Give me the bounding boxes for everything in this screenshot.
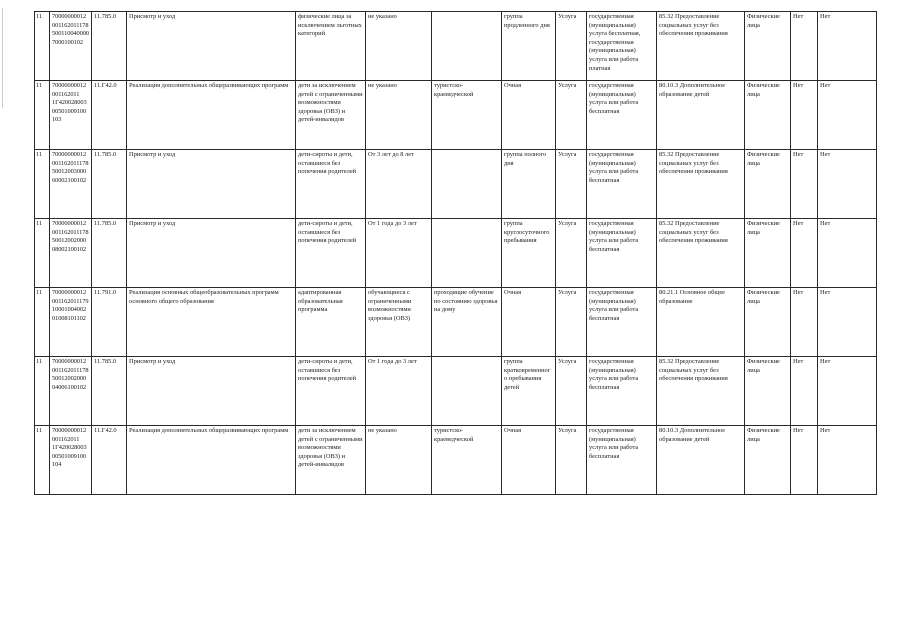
age-range-cell: От 1 года до 3 лет xyxy=(366,357,432,426)
service-type-cell: Услуга xyxy=(556,357,587,426)
scan-edge xyxy=(2,8,3,108)
service-name-cell: Присмотр и уход xyxy=(127,150,296,219)
payment-terms-cell: государственная (муниципальная) услуга или работа бесплатная xyxy=(587,357,657,426)
table-row xyxy=(35,357,877,426)
service-name-cell: Реализация дополнительных общеразвивающих программ xyxy=(127,81,296,150)
service-form-cell: группа продленного дня xyxy=(502,12,556,81)
table-body xyxy=(35,12,877,495)
service-form-cell: группа круглосуточного пребывания xyxy=(502,219,556,288)
service-type-cell: Услуга xyxy=(556,426,587,495)
registry-code-cell: 700000000120011620111785001200200004006100102 xyxy=(50,357,92,426)
flag-one-cell: Нет xyxy=(791,288,818,357)
program-focus-cell: туристско-краеведческой xyxy=(432,426,502,495)
table-row xyxy=(35,81,877,150)
registry-code-cell: 700000000120011620111785001200300060002100102 xyxy=(50,150,92,219)
flag-one-cell: Нет xyxy=(791,150,818,219)
service-name-cell: Присмотр и уход xyxy=(127,357,296,426)
service-name-cell: Присмотр и уход xyxy=(127,12,296,81)
service-form-cell: Очная xyxy=(502,81,556,150)
age-range-cell: не указано xyxy=(366,81,432,150)
activity-code-cell: 80.21.1 Основное общее образование xyxy=(657,288,745,357)
classifier-code-cell: 11.785.0 xyxy=(92,12,127,81)
row-number-cell: 11 xyxy=(35,219,50,288)
service-form-cell: Очная xyxy=(502,288,556,357)
table-row xyxy=(35,12,877,81)
flag-one-cell: Нет xyxy=(791,219,818,288)
registry-code-cell: 70000000012001162011 1Г42002800300501009100104 xyxy=(50,426,92,495)
flag-one-cell: Нет xyxy=(791,12,818,81)
table-row xyxy=(35,426,877,495)
row-number-cell: 11 xyxy=(35,288,50,357)
classifier-code-cell: 11.785.0 xyxy=(92,150,127,219)
age-range-cell: не указано xyxy=(366,426,432,495)
age-range-cell: От 3 лет до 8 лет xyxy=(366,150,432,219)
age-range-cell: не указано xyxy=(366,12,432,81)
payment-terms-cell: государственная (муниципальная) услуга или работа бесплатная xyxy=(587,150,657,219)
row-number-cell: 11 xyxy=(35,426,50,495)
flag-two-cell: Нет xyxy=(818,357,877,426)
service-name-cell: Присмотр и уход xyxy=(127,219,296,288)
classifier-code-cell: 11.Г42.0 xyxy=(92,81,127,150)
service-type-cell: Услуга xyxy=(556,150,587,219)
service-form-cell: группа кратковременного пребывания детей xyxy=(502,357,556,426)
consumer-category-cell: физические лица за исключением льготных категорий xyxy=(296,12,366,81)
recipient-type-cell: Физические лица xyxy=(745,81,791,150)
activity-code-cell: 80.10.3 Дополнительное образование детей xyxy=(657,426,745,495)
service-type-cell: Услуга xyxy=(556,12,587,81)
flag-two-cell: Нет xyxy=(818,12,877,81)
age-range-cell: обучающиеся с ограниченными возможностями здоровья (ОВЗ) xyxy=(366,288,432,357)
recipient-type-cell: Физические лица xyxy=(745,219,791,288)
payment-terms-cell: государственная (муниципальная) услуга или работа бесплатная xyxy=(587,81,657,150)
payment-terms-cell: государственная (муниципальная) услуга бесплатная, государственная (муниципальная) услуга или работа платная xyxy=(587,12,657,81)
consumer-category-cell: дети-сироты и дети, оставшиеся без попечения родителей xyxy=(296,357,366,426)
recipient-type-cell: Физические лица xyxy=(745,150,791,219)
consumer-category-cell: дети за исключением детей с ограниченными возможностями здоровья (ОВЗ) и детей-инвалидов xyxy=(296,81,366,150)
registry-code-cell: 700000000120011620111791000100400201008101102 xyxy=(50,288,92,357)
table-row xyxy=(35,288,877,357)
flag-one-cell: Нет xyxy=(791,426,818,495)
recipient-type-cell: Физические лица xyxy=(745,357,791,426)
classifier-code-cell: 11.785.0 xyxy=(92,219,127,288)
activity-code-cell: 85.32 Предоставление социальных услуг без обеспечения проживания xyxy=(657,150,745,219)
service-form-cell: группа полного дня xyxy=(502,150,556,219)
consumer-category-cell: дети за исключением детей с ограниченными возможностями здоровья (ОВЗ) и детей-инвалидов xyxy=(296,426,366,495)
services-registry-table xyxy=(34,11,877,495)
classifier-code-cell: 11.791.0 xyxy=(92,288,127,357)
payment-terms-cell: государственная (муниципальная) услуга или работа бесплатная xyxy=(587,426,657,495)
recipient-type-cell: Физические лица xyxy=(745,288,791,357)
service-type-cell: Услуга xyxy=(556,219,587,288)
service-name-cell: Реализация основных общеобразовательных программ основного общего образования xyxy=(127,288,296,357)
activity-code-cell: 80.10.3 Дополнительное образование детей xyxy=(657,81,745,150)
service-name-cell: Реализация дополнительных общеразвивающих программ xyxy=(127,426,296,495)
program-focus-cell xyxy=(432,357,502,426)
consumer-category-cell: адаптированная образовательная программа xyxy=(296,288,366,357)
classifier-code-cell: 11.785.0 xyxy=(92,357,127,426)
table-row xyxy=(35,150,877,219)
program-focus-cell xyxy=(432,219,502,288)
service-form-cell: Очная xyxy=(502,426,556,495)
registry-code-cell: 700000000120011620111785001200200008002100102 xyxy=(50,219,92,288)
table-row xyxy=(35,219,877,288)
registry-code-cell: 70000000012001162011 1Г42002800300501009100103 xyxy=(50,81,92,150)
activity-code-cell: 85.32 Предоставление социальных услуг без обеспечения проживания xyxy=(657,357,745,426)
flag-one-cell: Нет xyxy=(791,81,818,150)
activity-code-cell: 85.32 Предоставление социальных услуг без обеспечения проживания xyxy=(657,12,745,81)
recipient-type-cell: Физические лица xyxy=(745,12,791,81)
recipient-type-cell: Физические лица xyxy=(745,426,791,495)
program-focus-cell: проходящие обучение по состоянию здоровья на дому xyxy=(432,288,502,357)
service-type-cell: Услуга xyxy=(556,288,587,357)
payment-terms-cell: государственная (муниципальная) услуга или работа бесплатная xyxy=(587,219,657,288)
classifier-code-cell: 11.Г42.0 xyxy=(92,426,127,495)
flag-one-cell: Нет xyxy=(791,357,818,426)
service-type-cell: Услуга xyxy=(556,81,587,150)
age-range-cell: От 1 года до 3 лет xyxy=(366,219,432,288)
row-number-cell: 11 xyxy=(35,357,50,426)
flag-two-cell: Нет xyxy=(818,219,877,288)
activity-code-cell: 85.32 Предоставление социальных услуг без обеспечения проживания xyxy=(657,219,745,288)
flag-two-cell: Нет xyxy=(818,150,877,219)
flag-two-cell: Нет xyxy=(818,426,877,495)
row-number-cell: 11 xyxy=(35,81,50,150)
program-focus-cell xyxy=(432,150,502,219)
consumer-category-cell: дети-сироты и дети, оставшиеся без попечения родителей xyxy=(296,219,366,288)
registry-code-cell: 700000000120011620111785001100400007000100102 xyxy=(50,12,92,81)
row-number-cell: 11 xyxy=(35,12,50,81)
row-number-cell: 11 xyxy=(35,150,50,219)
payment-terms-cell: государственная (муниципальная) услуга или работа бесплатная xyxy=(587,288,657,357)
flag-two-cell: Нет xyxy=(818,81,877,150)
flag-two-cell: Нет xyxy=(818,288,877,357)
program-focus-cell xyxy=(432,12,502,81)
consumer-category-cell: дети-сироты и дети, оставшиеся без попечения родителей xyxy=(296,150,366,219)
program-focus-cell: туристско-краеведческой xyxy=(432,81,502,150)
